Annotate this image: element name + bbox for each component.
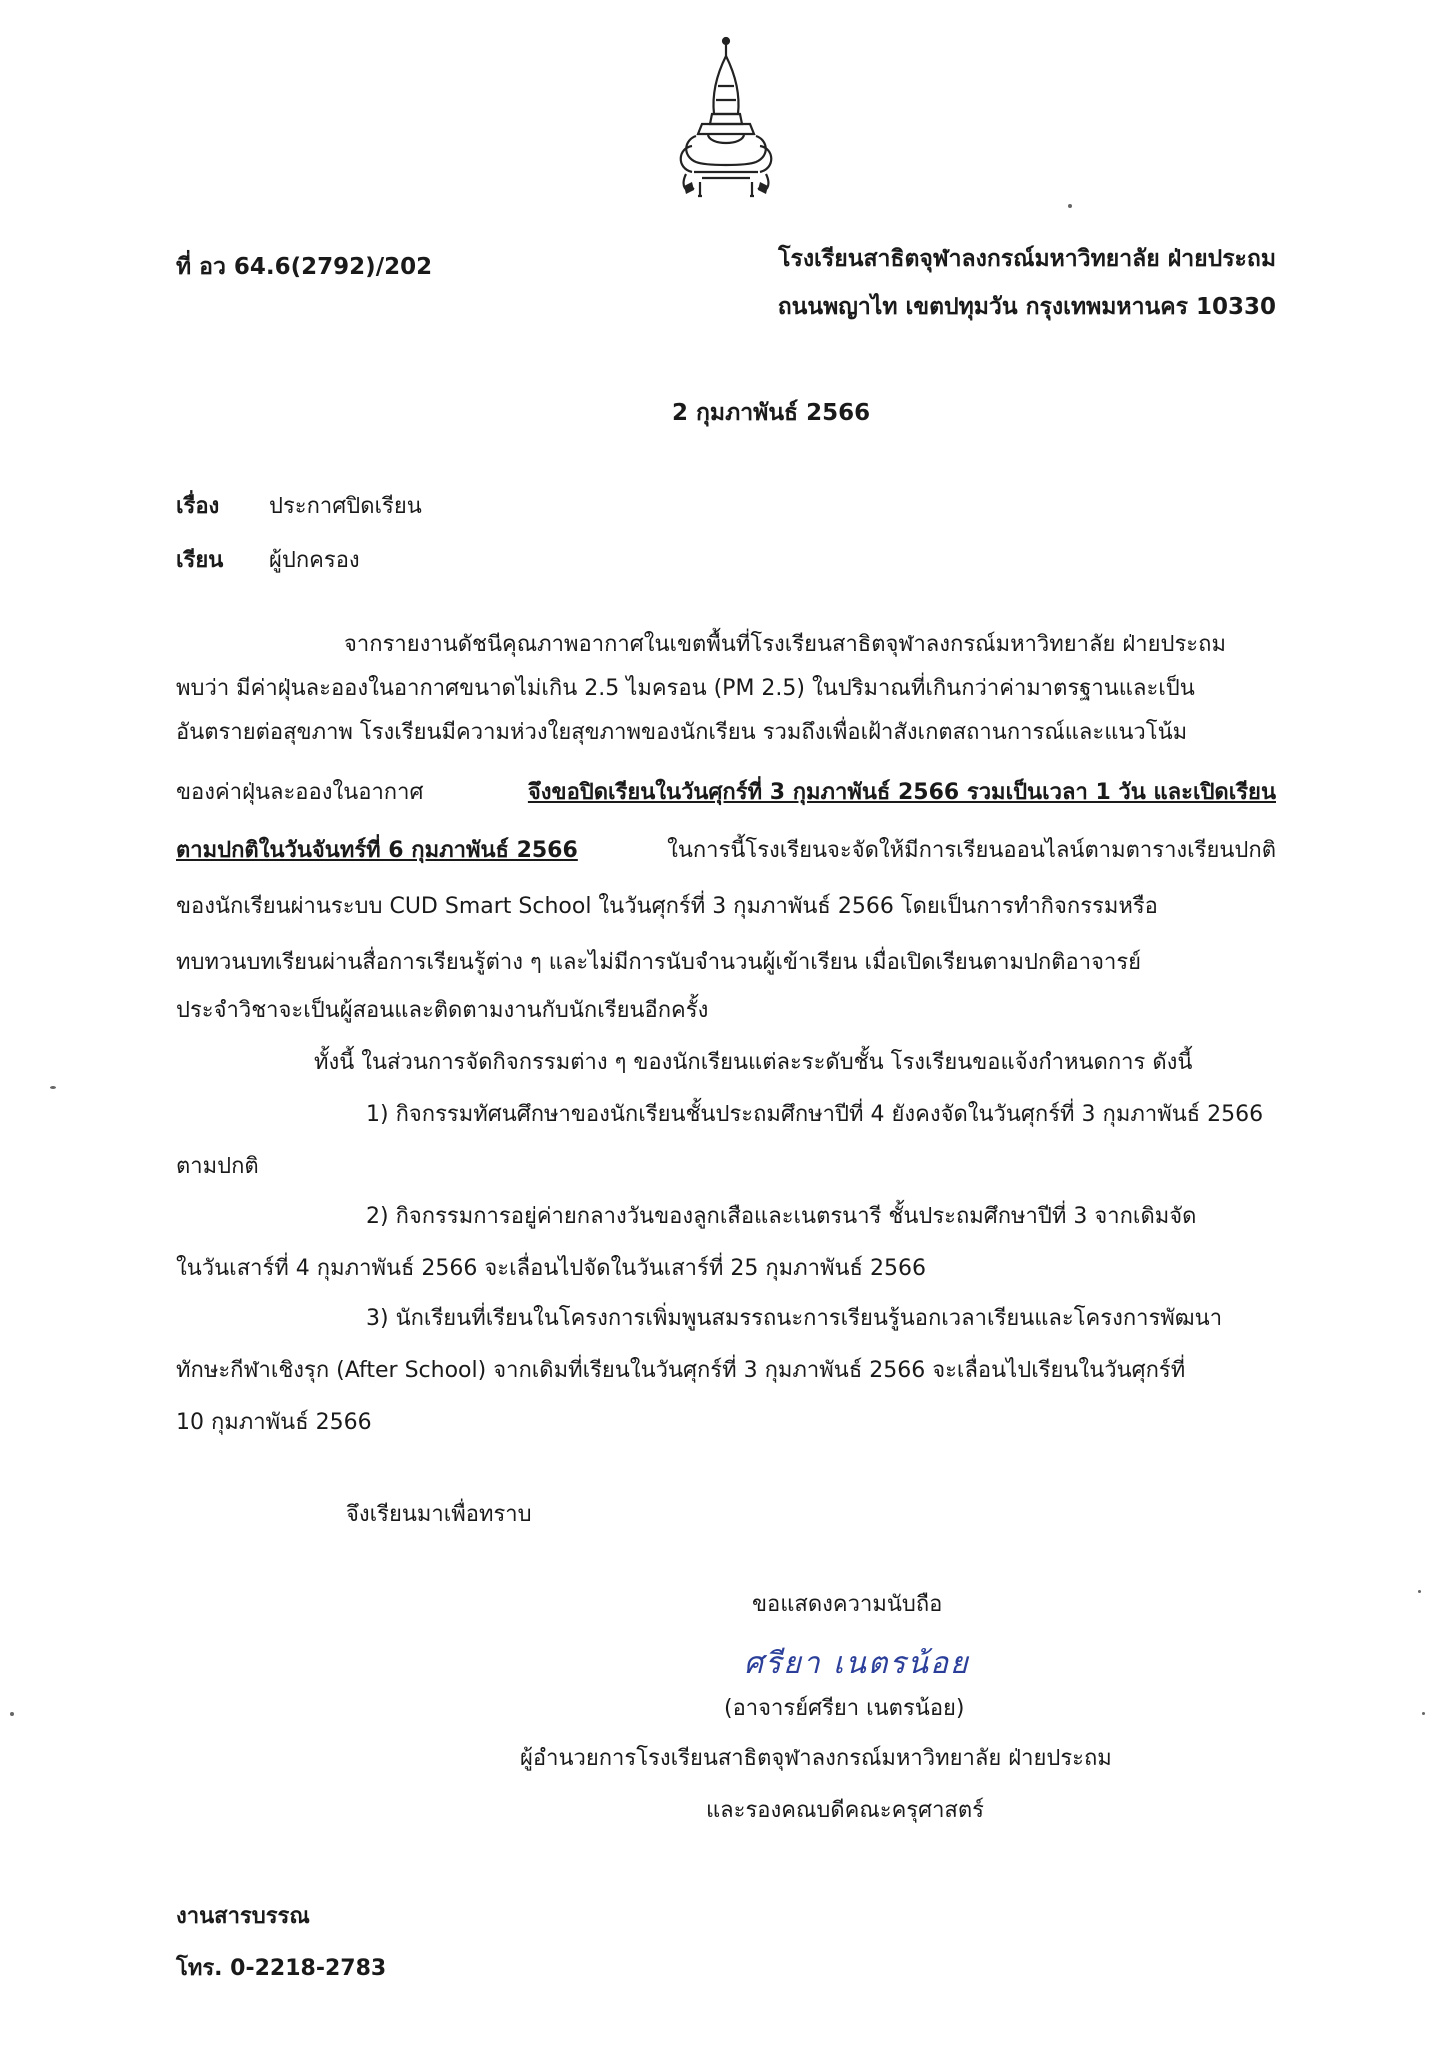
phone-number: โทร. 0-2218-2783 [176, 1956, 387, 1981]
body-line [176, 836, 1276, 866]
scan-speck [1422, 1712, 1425, 1715]
schedule-item-2: 2) กิจกรรมการอยู่ค่ายกลางวันของลูกเสือและเนตรนารี ชั้นประถมศึกษาปีที่ 3 จากเดิมจัด [366, 1204, 1197, 1229]
body-line: พบว่า มีค่าฝุ่นละอองในอากาศขนาดไม่เกิน 2.5 ไมครอน (PM 2.5) ในปริมาณที่เกินกว่าค่ามาตรฐานและเป็น [176, 676, 1195, 701]
reference-number: ที่ อว 64.6(2792)/202 [176, 254, 433, 280]
schedule-item-3-cont: 10 กุมภาพันธ์ 2566 [176, 1410, 372, 1435]
schedule-item-3-cont: ทักษะกีฬาเชิงรุก (After School) จากเดิมที่เรียนในวันศุกร์ที่ 3 กุมภาพันธ์ 2566 จะเลื่อนไปเรียนในวันศุกร์ที่ [176, 1358, 1186, 1383]
letter-date: 2 กุมภาพันธ์ 2566 [672, 400, 871, 426]
schedule-item-1-cont: ตามปกติ [176, 1154, 259, 1179]
scan-speck [50, 1086, 56, 1089]
school-name: โรงเรียนสาธิตจุฬาลงกรณ์มหาวิทยาลัย ฝ่ายประถม [778, 246, 1276, 272]
schedule-item-2-cont: ในวันเสาร์ที่ 4 กุมภาพันธ์ 2566 จะเลื่อนไปจัดในวันเสาร์ที่ 25 กุมภาพันธ์ 2566 [176, 1256, 926, 1281]
body-line: ทบทวนบทเรียนผ่านสื่อการเรียนรู้ต่าง ๆ และไม่มีการนับจำนวนผู้เข้าเรียน เมื่อเปิดเรียนตามปกติอาจารย์ [176, 950, 1142, 975]
body-text: ในการนี้โรงเรียนจะจัดให้มีการเรียนออนไลน์ตามตารางเรียนปกติ [667, 838, 1276, 863]
recipient-label: เรียน [176, 548, 224, 573]
signatory-position: ผู้อำนวยการโรงเรียนสาธิตจุฬาลงกรณ์มหาวิทยาลัย ฝ่ายประถม [520, 1746, 1112, 1771]
signatory-position-2: และรองคณบดีคณะครุศาสตร์ [706, 1798, 984, 1823]
subject-label: เรื่อง [176, 494, 220, 519]
body-line: จากรายงานดัชนีคุณภาพอากาศในเขตพื้นที่โรงเรียนสาธิตจุฬาลงกรณ์มหาวิทยาลัย ฝ่ายประถม [344, 632, 1226, 657]
body-line: ของนักเรียนผ่านระบบ CUD Smart School ในวันศุกร์ที่ 3 กุมภาพันธ์ 2566 โดยเป็นการทำกิจกรรมหรือ [176, 894, 1158, 919]
handwritten-signature: ศรียา เนตรน้อย [744, 1646, 970, 1681]
scan-speck [1418, 1590, 1421, 1593]
body-line: ประจำวิชาจะเป็นผู้สอนและติดตามงานกับนักเรียนอีกครั้ง [176, 998, 709, 1023]
scan-speck [1068, 204, 1072, 208]
schedule-item-1: 1) กิจกรรมทัศนศึกษาของนักเรียนชั้นประถมศึกษาปีที่ 4 ยังคงจัดในวันศุกร์ที่ 3 กุมภาพันธ์ 2566 [366, 1102, 1264, 1127]
signatory-name: (อาจารย์ศรียา เนตรน้อย) [724, 1696, 965, 1721]
closure-notice-emphasis: จึงขอปิดเรียนในวันศุกร์ที่ 3 กุมภาพันธ์ 2566 รวมเป็นเวลา 1 วัน และเปิดเรียน [527, 780, 1276, 805]
subject-value: ประกาศปิดเรียน [269, 494, 422, 519]
body-line [176, 778, 1276, 808]
chulalongkorn-emblem-icon [672, 36, 780, 206]
reopen-notice-emphasis: ตามปกติในวันจันทร์ที่ 6 กุมภาพันธ์ 2566 [176, 838, 578, 863]
closing-line: จึงเรียนมาเพื่อทราบ [346, 1502, 532, 1527]
body-line: ทั้งนี้ ในส่วนการจัดกิจกรรมต่าง ๆ ของนักเรียนแต่ละระดับชั้น โรงเรียนขอแจ้งกำหนดการ ดังนี้ [314, 1050, 1193, 1075]
body-line: อันตรายต่อสุขภาพ โรงเรียนมีความห่วงใยสุขภาพของนักเรียน รวมถึงเพื่อเฝ้าสังเกตสถานการณ์และแนวโน้ม [176, 720, 1188, 745]
department-name: งานสารบรรณ [176, 1904, 310, 1929]
schedule-item-3: 3) นักเรียนที่เรียนในโครงการเพิ่มพูนสมรรถนะการเรียนรู้นอกเวลาเรียนและโครงการพัฒนา [366, 1306, 1223, 1331]
recipient-row [176, 546, 360, 576]
regards-line: ขอแสดงความนับถือ [752, 1592, 943, 1617]
subject-row [176, 492, 422, 522]
scan-speck [10, 1712, 14, 1716]
recipient-value: ผู้ปกครอง [269, 548, 360, 573]
body-text: ของค่าฝุ่นละอองในอากาศ [176, 780, 424, 805]
school-address: ถนนพญาไท เขตปทุมวัน กรุงเทพมหานคร 10330 [777, 294, 1276, 320]
